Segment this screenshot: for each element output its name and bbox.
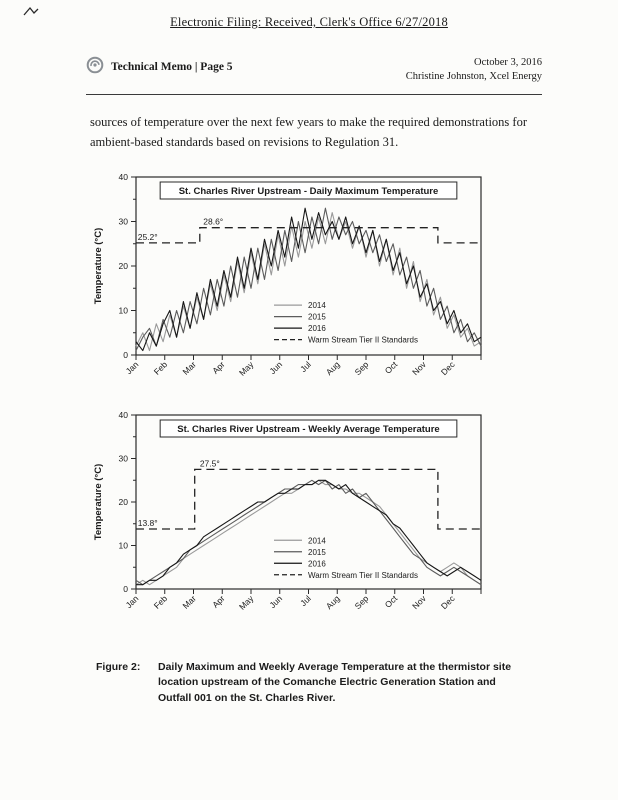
svg-text:May: May (236, 359, 256, 378)
svg-text:2015: 2015 (308, 547, 326, 557)
svg-text:28.6°: 28.6° (203, 216, 224, 227)
svg-text:Oct: Oct (382, 593, 400, 610)
svg-text:Apr: Apr (210, 593, 227, 610)
memo-header-right (406, 56, 542, 84)
body-paragraph: sources of temperature over the next few years to make the required demonstrations for ambient-based standards based on revisions to Regulation 31. (90, 115, 527, 149)
svg-text:Aug: Aug (323, 593, 342, 612)
svg-text:0: 0 (123, 350, 128, 361)
svg-text:20: 20 (118, 261, 128, 272)
svg-text:10: 10 (118, 540, 128, 551)
svg-text:0: 0 (123, 584, 128, 595)
company-logo-icon (86, 56, 104, 77)
memo-date: October 3, 2016 (474, 57, 542, 68)
memo-title: Technical Memo | Page 5 (111, 60, 233, 73)
svg-text:2014: 2014 (308, 536, 326, 546)
memo-header-left (86, 56, 233, 77)
svg-text:Mar: Mar (180, 593, 198, 611)
filing-header: Electronic Filing: Received, Clerk's Office 6/27/2018 (170, 15, 448, 29)
handwritten-scan-mark-icon (22, 5, 40, 23)
svg-text:St. Charles River Upstream - W: St. Charles River Upstream - Weekly Average Temperature (177, 424, 440, 436)
svg-text:Feb: Feb (151, 593, 170, 611)
svg-text:Sep: Sep (352, 359, 371, 378)
svg-text:2016: 2016 (308, 559, 326, 569)
svg-text:Temperature (°C): Temperature (°C) (93, 227, 104, 305)
svg-text:St. Charles River Upstream - D: St. Charles River Upstream - Daily Maximum Temperature (178, 186, 439, 198)
svg-text:Jan: Jan (123, 359, 141, 377)
svg-text:30: 30 (118, 453, 128, 464)
svg-text:Jul: Jul (298, 593, 313, 609)
daily-max-temperature-chart (88, 168, 493, 390)
svg-text:Warm Stream Tier II Standards: Warm Stream Tier II Standards (308, 570, 418, 580)
svg-text:Jun: Jun (267, 593, 285, 611)
svg-text:Mar: Mar (180, 359, 198, 377)
figure-caption (96, 660, 528, 706)
figure-caption-text: Daily Maximum and Weekly Average Temperature at the thermistor site location upstream of the Comanche Electric Generation Station and Outfall 001 on the St. Charles River. (158, 661, 512, 704)
svg-text:Nov: Nov (410, 593, 428, 612)
svg-text:10: 10 (118, 305, 128, 316)
svg-text:25.2°: 25.2° (137, 231, 158, 242)
svg-text:30: 30 (118, 216, 128, 227)
svg-text:Jun: Jun (267, 359, 285, 377)
svg-text:Feb: Feb (151, 359, 170, 377)
svg-text:27.5°: 27.5° (199, 458, 220, 469)
svg-text:40: 40 (118, 410, 128, 421)
weekly-avg-temperature-chart (88, 406, 493, 624)
svg-text:Oct: Oct (382, 359, 400, 376)
svg-text:Dec: Dec (438, 593, 457, 612)
svg-text:Jul: Jul (298, 359, 313, 375)
svg-text:May: May (236, 593, 256, 612)
svg-text:13.8°: 13.8° (137, 518, 158, 529)
svg-text:Aug: Aug (323, 359, 342, 378)
svg-text:Nov: Nov (410, 359, 428, 378)
svg-text:Warm Stream Tier II Standards: Warm Stream Tier II Standards (308, 335, 418, 345)
figure-2 (88, 168, 618, 624)
svg-text:Dec: Dec (438, 359, 457, 378)
svg-text:Temperature (°C): Temperature (°C) (93, 463, 104, 541)
svg-text:2014: 2014 (308, 301, 326, 311)
svg-text:Apr: Apr (210, 359, 227, 376)
memo-header (86, 56, 542, 95)
svg-text:40: 40 (118, 172, 128, 183)
svg-text:2015: 2015 (308, 312, 326, 322)
svg-text:2016: 2016 (308, 324, 326, 334)
memo-author: Christine Johnston, Xcel Energy (405, 71, 542, 83)
svg-text:Sep: Sep (352, 593, 371, 612)
svg-text:Jan: Jan (123, 593, 141, 611)
svg-text:20: 20 (118, 497, 128, 508)
figure-label: Figure 2: (96, 661, 141, 674)
